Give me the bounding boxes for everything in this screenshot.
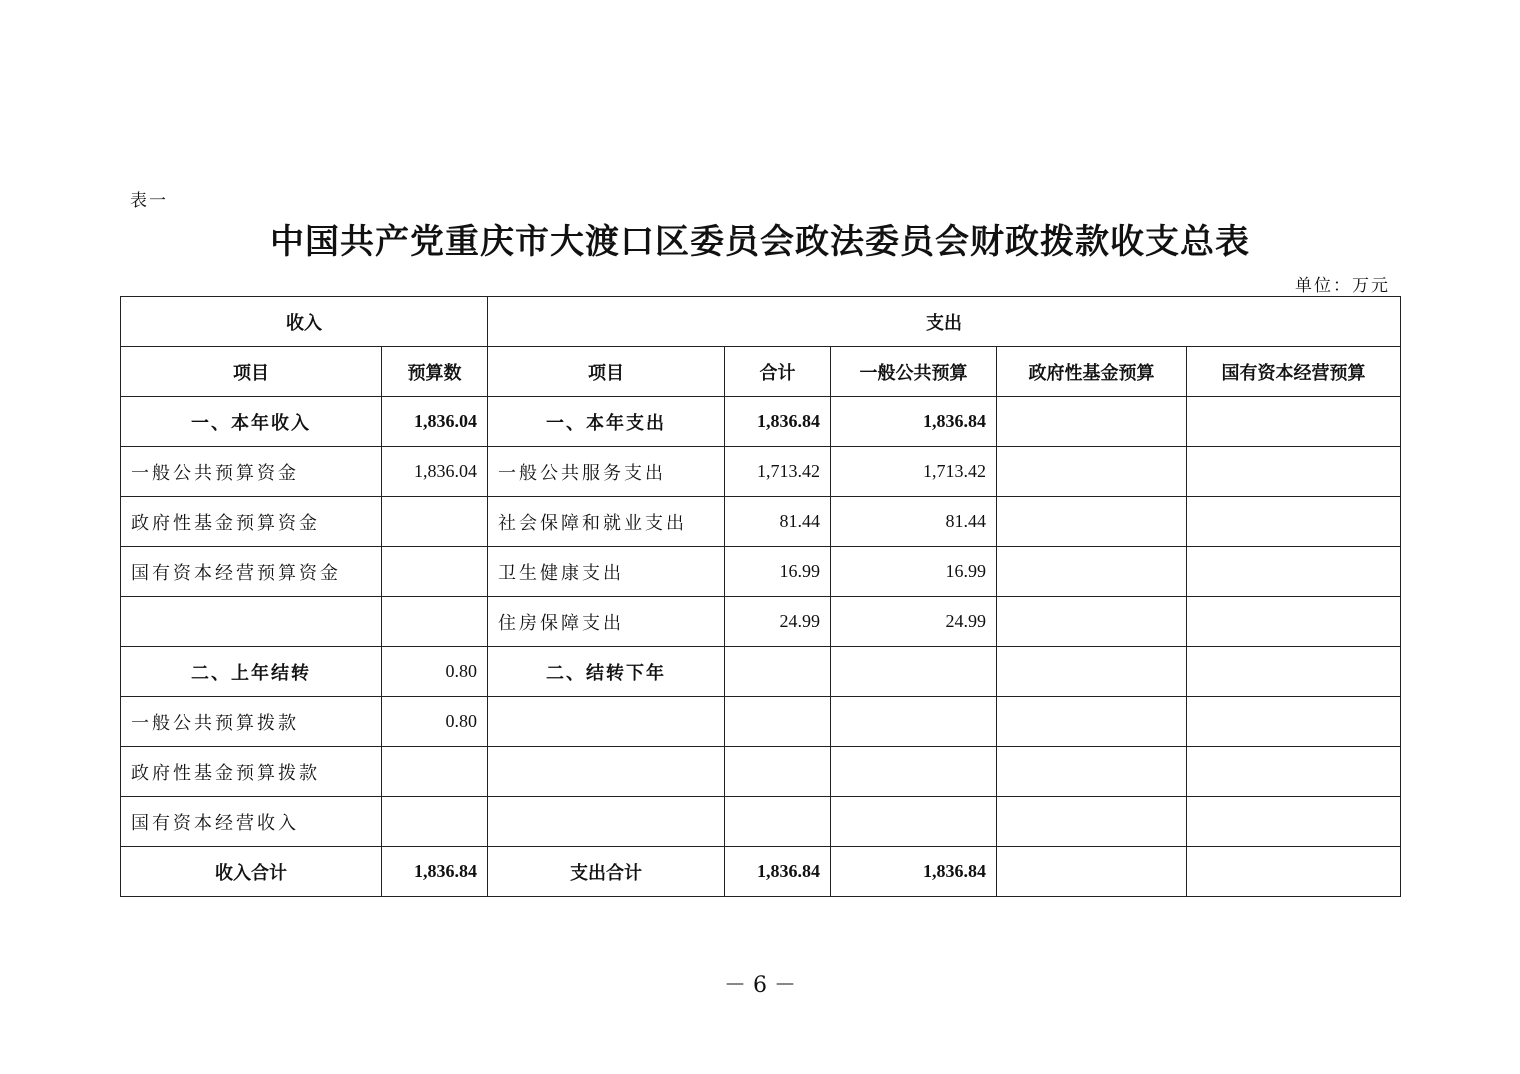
state-capital-value bbox=[1187, 697, 1401, 747]
income-value bbox=[382, 747, 488, 797]
gov-fund-value bbox=[997, 547, 1187, 597]
expenditure-item: 社会保障和就业支出 bbox=[488, 497, 725, 547]
total-value: 1,836.84 bbox=[725, 847, 831, 897]
state-capital-header: 国有资本经营预算 bbox=[1187, 347, 1401, 397]
state-capital-value bbox=[1187, 547, 1401, 597]
gov-fund-value bbox=[997, 747, 1187, 797]
state-capital-value bbox=[1187, 797, 1401, 847]
income-header: 收入 bbox=[121, 297, 488, 347]
general-public-value bbox=[831, 747, 997, 797]
table-row bbox=[121, 597, 1401, 647]
total-value: 16.99 bbox=[725, 547, 831, 597]
state-capital-value bbox=[1187, 847, 1401, 897]
general-public-value bbox=[831, 697, 997, 747]
income-item: 二、上年结转 bbox=[121, 647, 382, 697]
total-value bbox=[725, 697, 831, 747]
income-value: 1,836.04 bbox=[382, 447, 488, 497]
gov-fund-value bbox=[997, 447, 1187, 497]
expenditure-item: 二、结转下年 bbox=[488, 647, 725, 697]
total-value: 1,713.42 bbox=[725, 447, 831, 497]
income-value bbox=[382, 597, 488, 647]
income-value: 0.80 bbox=[382, 647, 488, 697]
general-public-value: 16.99 bbox=[831, 547, 997, 597]
total-value: 1,836.84 bbox=[725, 397, 831, 447]
gov-fund-value bbox=[997, 497, 1187, 547]
table-row bbox=[121, 647, 1401, 697]
general-public-value: 1,836.84 bbox=[831, 397, 997, 447]
table-row bbox=[121, 747, 1401, 797]
general-public-value: 81.44 bbox=[831, 497, 997, 547]
income-item: 国有资本经营预算资金 bbox=[121, 547, 382, 597]
table-row bbox=[121, 797, 1401, 847]
general-public-value: 1,836.84 bbox=[831, 847, 997, 897]
income-value bbox=[382, 497, 488, 547]
expenditure-total-label: 支出合计 bbox=[488, 847, 725, 897]
state-capital-value bbox=[1187, 447, 1401, 497]
gov-fund-value bbox=[997, 697, 1187, 747]
gov-fund-value bbox=[997, 647, 1187, 697]
expenditure-header: 支出 bbox=[488, 297, 1401, 347]
income-item: 一般公共预算拨款 bbox=[121, 697, 382, 747]
income-item: 国有资本经营收入 bbox=[121, 797, 382, 847]
gov-fund-value bbox=[997, 597, 1187, 647]
income-item: 政府性基金预算资金 bbox=[121, 497, 382, 547]
state-capital-value bbox=[1187, 597, 1401, 647]
income-value bbox=[382, 547, 488, 597]
table-row bbox=[121, 547, 1401, 597]
income-item bbox=[121, 597, 382, 647]
expenditure-item-header: 项目 bbox=[488, 347, 725, 397]
total-value bbox=[725, 647, 831, 697]
total-header: 合计 bbox=[725, 347, 831, 397]
state-capital-value bbox=[1187, 647, 1401, 697]
state-capital-value bbox=[1187, 397, 1401, 447]
general-public-value bbox=[831, 797, 997, 847]
gov-fund-value bbox=[997, 847, 1187, 897]
expenditure-item bbox=[488, 697, 725, 747]
table-label: 表一 bbox=[130, 191, 168, 211]
table-header-row bbox=[121, 297, 1401, 347]
page-title: 中国共产党重庆市大渡口区委员会政法委员会财政拨款收支总表 bbox=[270, 222, 1250, 262]
expenditure-item: 一、本年支出 bbox=[488, 397, 725, 447]
table-row-totals bbox=[121, 847, 1401, 897]
unit-note: 单位：万元 bbox=[1295, 276, 1390, 296]
income-item: 政府性基金预算拨款 bbox=[121, 747, 382, 797]
income-item: 一、本年收入 bbox=[121, 397, 382, 447]
general-public-value bbox=[831, 647, 997, 697]
income-budget-header: 预算数 bbox=[382, 347, 488, 397]
table-row bbox=[121, 497, 1401, 547]
gov-fund-header: 政府性基金预算 bbox=[997, 347, 1187, 397]
income-value: 1,836.04 bbox=[382, 397, 488, 447]
expenditure-item bbox=[488, 797, 725, 847]
general-public-value: 1,713.42 bbox=[831, 447, 997, 497]
income-item-header: 项目 bbox=[121, 347, 382, 397]
gov-fund-value bbox=[997, 797, 1187, 847]
total-value: 24.99 bbox=[725, 597, 831, 647]
page-number: － 6 － bbox=[724, 973, 796, 998]
income-value bbox=[382, 797, 488, 847]
expenditure-item: 住房保障支出 bbox=[488, 597, 725, 647]
total-value: 81.44 bbox=[725, 497, 831, 547]
table-row bbox=[121, 397, 1401, 447]
general-public-header: 一般公共预算 bbox=[831, 347, 997, 397]
general-public-value: 24.99 bbox=[831, 597, 997, 647]
state-capital-value bbox=[1187, 747, 1401, 797]
total-value bbox=[725, 747, 831, 797]
table-row bbox=[121, 447, 1401, 497]
income-value: 0.80 bbox=[382, 697, 488, 747]
expenditure-item bbox=[488, 747, 725, 797]
state-capital-value bbox=[1187, 497, 1401, 547]
income-total-label: 收入合计 bbox=[121, 847, 382, 897]
income-total-value: 1,836.84 bbox=[382, 847, 488, 897]
table-row bbox=[121, 697, 1401, 747]
expenditure-item: 一般公共服务支出 bbox=[488, 447, 725, 497]
total-value bbox=[725, 797, 831, 847]
budget-summary-table bbox=[120, 296, 1401, 897]
expenditure-item: 卫生健康支出 bbox=[488, 547, 725, 597]
gov-fund-value bbox=[997, 397, 1187, 447]
table-subheader-row bbox=[121, 347, 1401, 397]
income-item: 一般公共预算资金 bbox=[121, 447, 382, 497]
